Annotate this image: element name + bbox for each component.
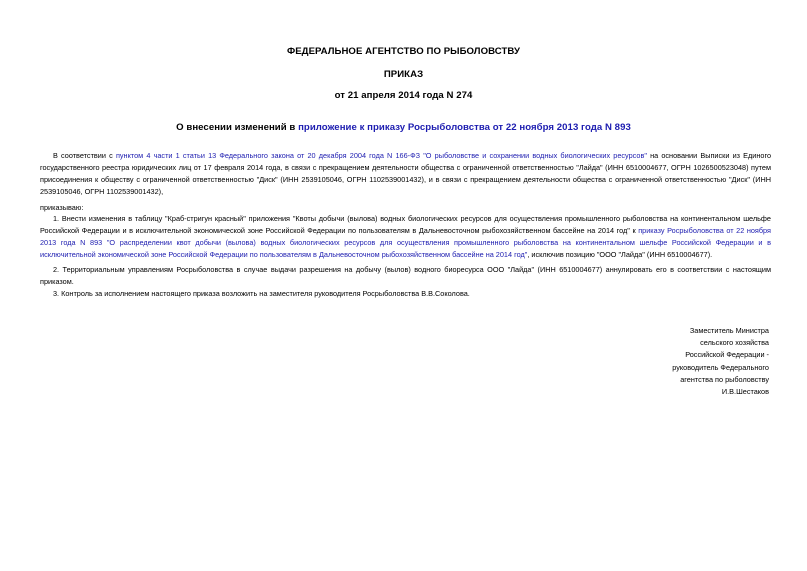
doc-title-link[interactable]: приложение к приказу Росрыболовства от 22 ноября 2013 года N 893 [298,122,631,133]
preamble-paragraph [40,150,771,198]
order-word: приказываю: [40,203,84,212]
doc-title [0,122,807,133]
preamble-text-1: В соответствии с [53,151,116,160]
doc-title-prefix: О внесении изменений в [176,122,299,133]
preamble-text-2: на основании Выписки из Единого государственного реестра юридических лиц от 17 февраля 2014 года, в связи с прекращением деятельности общества с ограниченной ответственностью "Лайда" (ИНН 6510004677, ОГРН 1026500523048) путем присоединения к обществу с ограниченной ответственностью "Диск" (ИНН 2539105046, ОГРН 1102539001432), и в связи с прекращением деятельности общества с ограниченной ответственностью "Диск" (ИНН 2539105046, ОГРН 1102539001432), [40,151,772,196]
signature-line: Заместитель Министра [689,326,769,335]
preamble-law-link[interactable]: пунктом 4 части 1 статьи 13 Федерального закона от 20 декабря 2004 года N 166-ФЗ "О рыболовстве и сохранении водных биологических ресурсов" [115,151,647,160]
signature-line: агентства по рыболовству [680,374,769,384]
doc-type: ПРИКАЗ [383,69,424,80]
item-1-order-link[interactable]: приказу Росрыболовства от 22 ноября 2013 года N 893 "О распределении квот добычи (вылова) водных биологических ресурсов для осуществления промышленного рыболовства на континентальном шельфе Российской Федерации и в исключительной экономической зоне Российской Федерации по пользователям в Дальневосточном рыбохозяйственном бассейне на 2014 год" [40,226,771,259]
signature-line: Российской Федерации - [685,350,769,360]
item-1-paragraph [40,213,771,261]
signature-line: сельского хозяйства [700,338,769,348]
signature-line: руководитель Федерального [672,362,769,372]
doc-date-number: от 21 апреля 2014 года N 274 [334,90,473,101]
signatory-name: И.В.Шестаков [721,387,769,397]
item-2-paragraph: 2. Территориальным управлениям Росрыболовства в случае выдачи разрешения на добычу (вылов) водного биоресурса ООО "Лайда" (ИНН 6510004677) аннулировать его в соответствии с настоящим приказом. [40,265,771,286]
item-1-text-b: , исключив позицию "ООО "Лайда" (ИНН 6510004677). [527,250,713,259]
signature-block [649,325,769,398]
agency-name: ФЕДЕРАЛЬНОЕ АГЕНТСТВО ПО РЫБОЛОВСТВУ [287,46,520,57]
item-1-text-a: 1. Внести изменения в таблицу "Краб-стригун красный" приложения "Квоты добычи (вылова) водных биологических ресурсов для осуществления промышленного рыболовства на континентальном шельфе Российской Федерации и в исключительной экономической зоне Российской Федерации по пользователям в Дальневосточном рыбохозяйственном бассейне на 2014 год" к [40,214,771,235]
item-3-paragraph: 3. Контроль за исполнением настоящего приказа возложить на заместителя руководителя Росрыболовства В.В.Соколова. [53,289,470,298]
